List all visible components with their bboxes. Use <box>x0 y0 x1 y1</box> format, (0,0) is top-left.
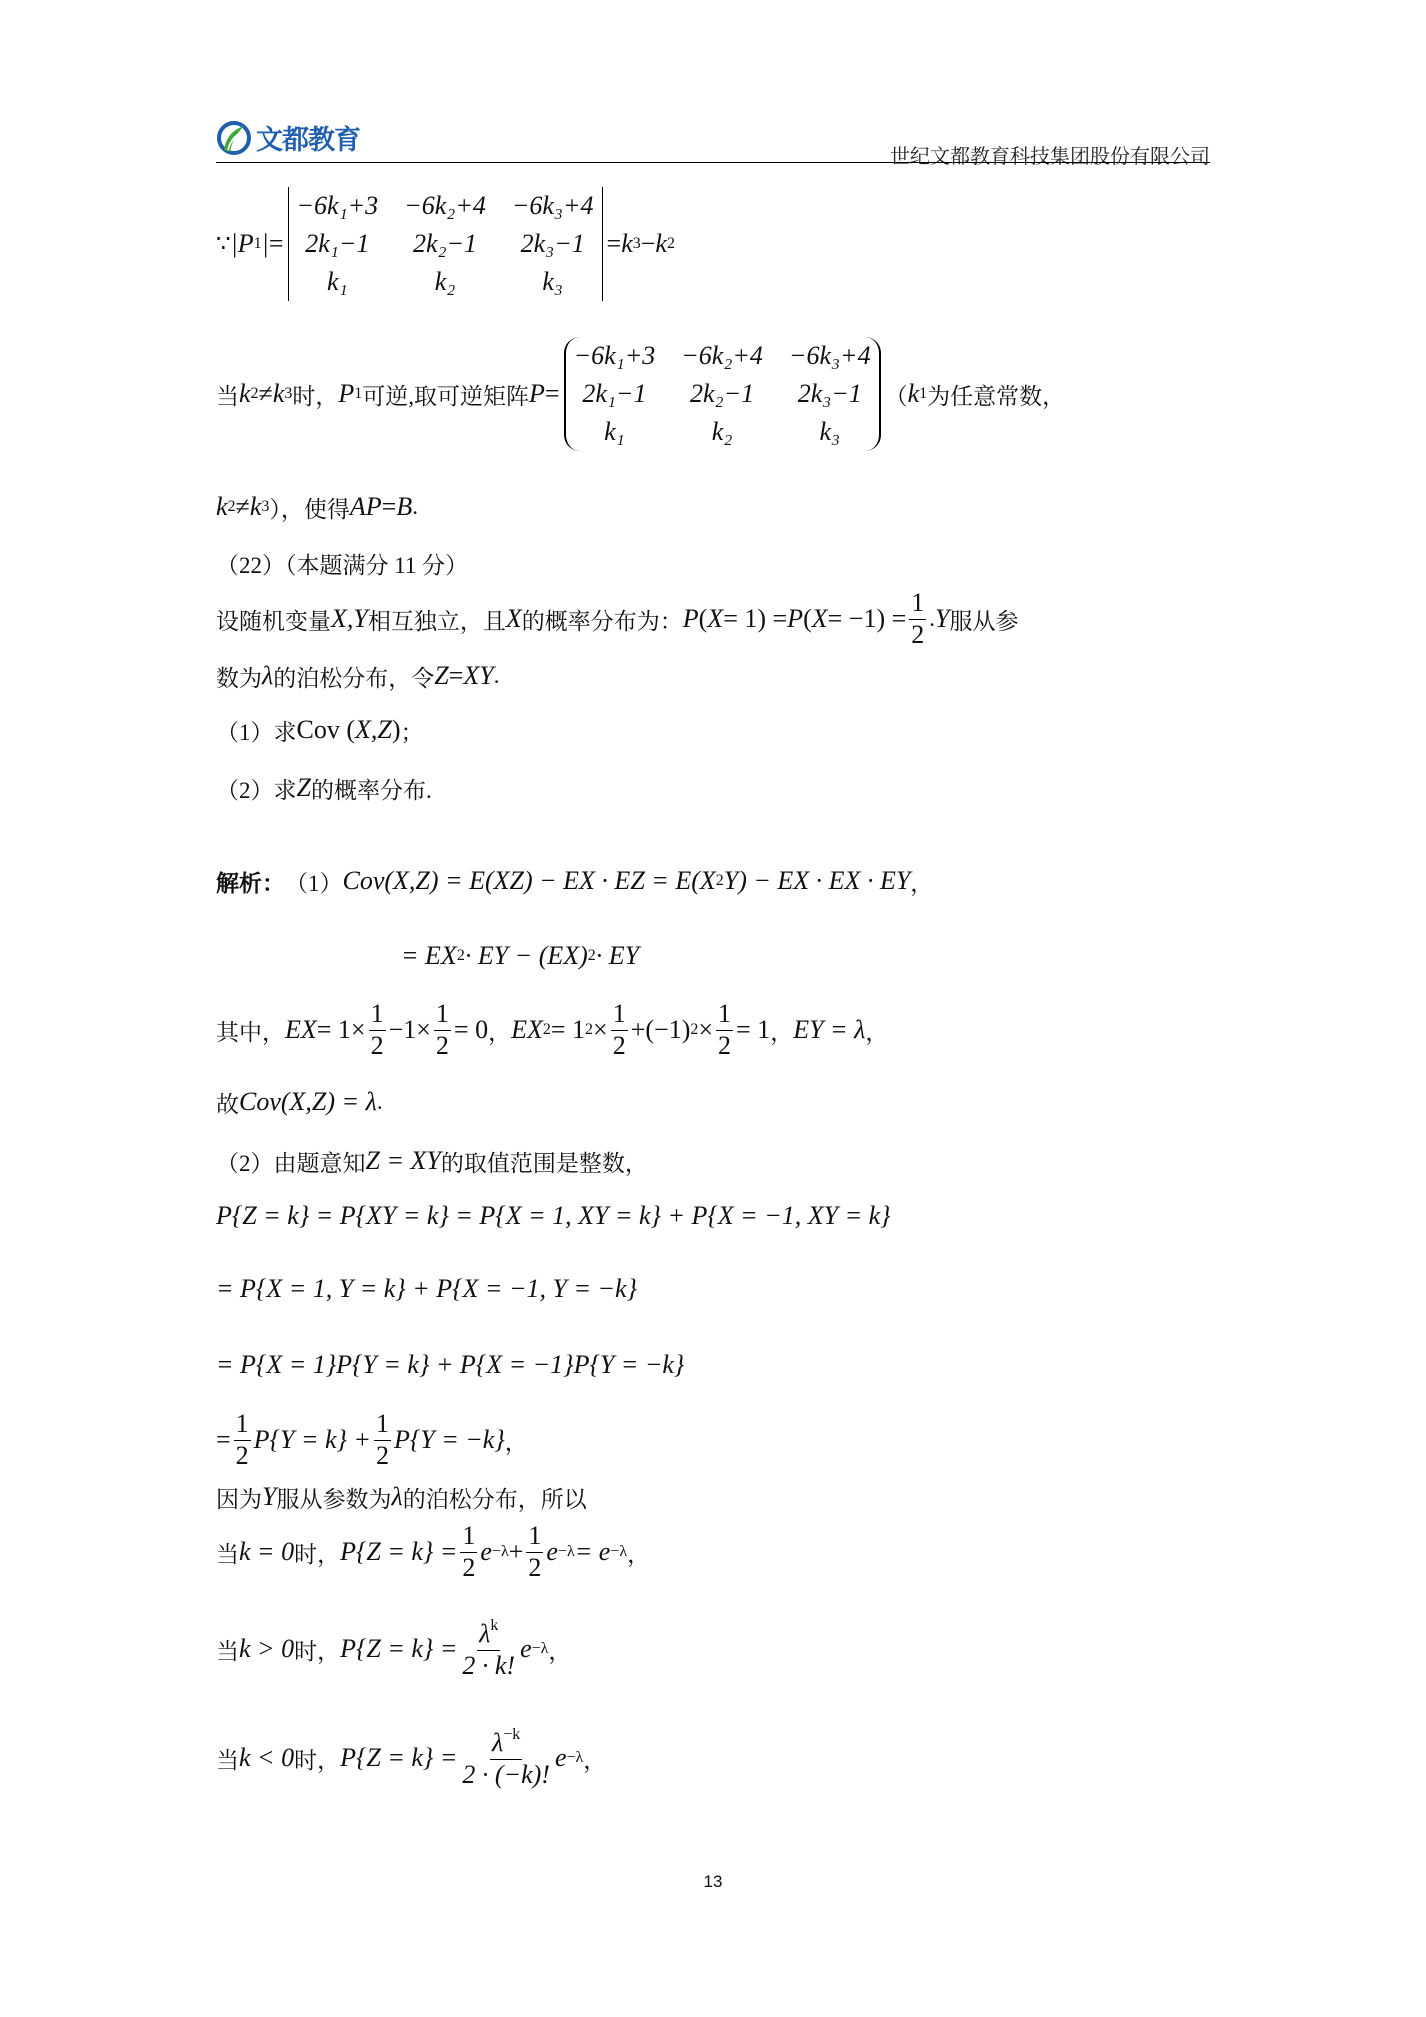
matrix-cell: −6k₂+4 <box>404 191 486 220</box>
math-upright: 2 <box>612 1030 626 1060</box>
fraction <box>611 999 628 1061</box>
fraction-denominator <box>909 620 926 651</box>
superscript: −λ <box>557 1543 575 1561</box>
math-italic: | <box>261 229 269 258</box>
fraction <box>234 1409 251 1471</box>
math-upright: 2 <box>370 1030 384 1060</box>
text-run: 为任意常数， <box>927 383 1066 409</box>
document-line <box>216 772 432 805</box>
math-upright: 1 <box>375 1409 389 1438</box>
matrix-cell: k₁ <box>604 417 625 446</box>
text-run: 服从参数为 <box>276 1486 392 1512</box>
math-upright: = <box>606 229 622 258</box>
math-italic: k <box>239 379 251 408</box>
matrix-cell: 2k₃−1 <box>520 229 585 258</box>
math-upright: = <box>448 661 464 690</box>
fraction <box>460 1726 552 1790</box>
superscript: 2 <box>587 947 596 964</box>
fraction <box>526 1521 543 1583</box>
text-run: 时， <box>294 1638 341 1664</box>
text-run: ， <box>548 1638 572 1664</box>
document-line <box>216 1481 587 1514</box>
superscript: 2 <box>542 1021 551 1039</box>
text-run: 设随机变量 <box>216 608 331 634</box>
text-run: ， <box>627 1541 651 1567</box>
header-divider <box>216 162 1210 163</box>
math-upright: ≠ <box>258 379 273 408</box>
math-italic: X <box>811 604 828 634</box>
text-run: ），使得 <box>269 496 350 522</box>
document-line <box>216 1145 648 1178</box>
fraction-numerator <box>234 1409 251 1441</box>
math-upright: = 1 <box>736 1015 771 1045</box>
fraction-numerator <box>490 1726 522 1760</box>
math-italic: λ <box>492 1728 504 1757</box>
math-italic: = P{X = 1}P{Y = k} + P{X = −1}P{Y = −k} <box>216 1350 685 1379</box>
document-line <box>216 337 1065 451</box>
superscript: 2 <box>456 947 465 964</box>
text-run: （2）求 <box>216 777 297 803</box>
subscript: 2 <box>666 235 675 252</box>
math-italic: EX <box>285 1015 317 1045</box>
math-upright: 1 <box>370 999 384 1028</box>
matrix-cell: 2k₂−1 <box>690 379 755 408</box>
math-italic: Y <box>262 1482 277 1511</box>
document-line <box>216 1086 383 1119</box>
math-upright: 2 <box>235 1440 249 1470</box>
math-italic: P{Y = k} + <box>253 1425 371 1455</box>
math-italic: B <box>396 492 413 521</box>
math-upright: = 1× <box>316 1015 366 1045</box>
math-italic: Y <box>935 604 950 634</box>
text-run: 其中， <box>216 1019 285 1045</box>
text-run: 的概率分布. <box>310 777 432 803</box>
text-run: （1）求 <box>216 719 297 745</box>
math-italic: X <box>707 604 724 634</box>
math-upright: 1 <box>435 999 449 1028</box>
math-upright: +(−1) <box>630 1015 691 1045</box>
math-italic: Z = XY <box>365 1146 441 1175</box>
matrix-cell: k₁ <box>327 267 348 296</box>
fraction-numerator <box>374 1409 391 1441</box>
math-upright: ) <box>391 715 401 744</box>
math-italic: = P{X = 1, Y = k} + P{X = −1, Y = −k} <box>216 1274 637 1303</box>
math-upright: 1 <box>528 1521 542 1550</box>
page-number: 13 <box>703 1872 723 1891</box>
math-upright: 1 <box>911 588 925 617</box>
math-italic: k <box>249 492 262 521</box>
document-line <box>216 547 468 580</box>
matrix-cell: −6k₁+3 <box>296 191 379 220</box>
fraction-denominator <box>611 1031 628 1062</box>
math-italic: λ <box>479 1619 491 1648</box>
subscript: 2 <box>227 498 236 515</box>
superscript: 2 <box>715 872 724 889</box>
math-italic: k > 0 <box>239 1634 295 1664</box>
logo-leaf-icon <box>216 120 252 156</box>
text-run: 当 <box>216 1747 239 1773</box>
text-run: . <box>376 1089 383 1114</box>
matrix-cell: −6k₁+3 <box>573 341 656 370</box>
text-run: （22）（本题满分 11 分） <box>216 552 469 578</box>
matrix <box>564 337 881 451</box>
math-italic: X <box>505 604 522 634</box>
fraction-denominator <box>374 1441 391 1472</box>
fraction <box>374 1409 391 1471</box>
math-upright: + <box>508 1537 524 1567</box>
text-run: 当 <box>216 1638 239 1664</box>
math-upright: 1 <box>718 999 732 1028</box>
math-italic: λ <box>262 661 274 690</box>
math-italic: 2 · (−k)! <box>462 1759 550 1789</box>
math-upright: = <box>381 492 397 521</box>
fraction-numerator <box>716 999 733 1031</box>
fraction <box>716 999 733 1061</box>
matrix-cell: −6k₂+4 <box>681 341 763 370</box>
text-run: 时， <box>294 1541 341 1567</box>
math-upright: 2 <box>718 1030 732 1060</box>
math-italic: k <box>907 379 920 408</box>
subscript: 1 <box>253 235 262 252</box>
math-italic: X,Z <box>355 715 392 744</box>
fraction <box>369 999 386 1061</box>
math-italic: P <box>682 604 699 634</box>
document-line <box>216 1409 528 1471</box>
fraction <box>909 588 926 650</box>
fraction-numerator <box>526 1521 543 1553</box>
math-italic: EX <box>511 1015 543 1045</box>
math-italic: e <box>480 1537 492 1567</box>
text-run: 可逆,取可逆矩阵 <box>362 383 530 409</box>
fraction-numerator <box>477 1617 500 1651</box>
subscript: 1 <box>919 385 928 402</box>
document-line <box>216 1201 891 1231</box>
math-upright: = 1) = <box>723 604 788 634</box>
math-upright: 2 <box>435 1030 449 1060</box>
fraction-denominator <box>460 1553 477 1584</box>
matrix <box>288 187 603 301</box>
fraction-numerator <box>369 999 386 1031</box>
matrix-cell: 2k₂−1 <box>412 229 478 258</box>
text-run: . <box>493 663 500 688</box>
matrix-cell: 2k₃−1 <box>797 379 862 408</box>
fraction-denominator <box>460 1760 552 1791</box>
superscript: −λ <box>610 1543 628 1561</box>
math-italic: · EY − (EX) <box>464 941 588 970</box>
math-italic: Cov(X,Z) = λ <box>239 1087 377 1116</box>
math-italic: k = 0 <box>239 1537 295 1567</box>
text-run: ， <box>865 1019 889 1045</box>
document-line <box>216 1726 606 1790</box>
logo-text: 文都教育 <box>256 125 360 156</box>
text-run: ， <box>910 870 934 896</box>
math-italic: = e <box>574 1537 611 1567</box>
superscript: −λ <box>566 1749 584 1767</box>
subscript: 1 <box>354 385 363 402</box>
math-upright: = <box>544 379 560 408</box>
matrix-cell: k₃ <box>819 417 841 446</box>
math-upright: 2 <box>462 1552 476 1582</box>
text-run: 时， <box>292 383 339 409</box>
text-run: . <box>929 606 936 632</box>
superscript: −k <box>503 1726 521 1743</box>
document-line <box>401 941 639 971</box>
text-run: 的概率分布为： <box>521 608 683 634</box>
math-italic: e <box>554 1743 567 1773</box>
text-run: （1） <box>285 870 343 896</box>
math-italic: P{Z = k} = <box>340 1537 458 1567</box>
text-run: （2）由题意知 <box>216 1150 366 1176</box>
company-name: 世纪文都教育科技集团股份有限公司 <box>890 146 1210 168</box>
fraction-numerator <box>460 1521 477 1553</box>
superscript: −λ <box>491 1543 509 1561</box>
document-line <box>216 865 933 898</box>
subscript: 3 <box>284 385 293 402</box>
document-line <box>216 1521 650 1583</box>
matrix-cell: 2k₁−1 <box>305 229 370 258</box>
math-upright: = 0 <box>453 1015 489 1045</box>
fraction <box>460 1617 517 1681</box>
document-line <box>216 588 1019 650</box>
text-run: 当 <box>216 383 239 409</box>
math-italic: Z <box>296 773 311 802</box>
document-line <box>216 491 418 524</box>
math-upright: 1 <box>462 1521 476 1550</box>
math-italic: P{Z = k} = P{XY = k} = P{X = 1, XY = k} + P{X = −1, XY = k} <box>216 1201 891 1230</box>
answer-label: 解析： <box>216 870 285 896</box>
math-upright: Cov ( <box>296 715 355 744</box>
math-upright: − <box>640 229 656 258</box>
fraction-denominator <box>369 1031 386 1062</box>
subscript: 2 <box>250 385 259 402</box>
subscript: 3 <box>632 235 641 252</box>
math-upright: −1× <box>388 1015 431 1045</box>
document-line <box>216 1274 637 1304</box>
superscript: k <box>490 1617 499 1634</box>
math-upright: 1 <box>612 999 626 1028</box>
math-italic: P{Z = k} = <box>340 1634 458 1664</box>
math-italic: = EX <box>401 941 457 970</box>
math-italic: P{Z = k} = <box>340 1743 458 1773</box>
text-run: 的泊松分布，所以 <box>402 1486 587 1512</box>
text-run: 相互独立，且 <box>367 608 506 634</box>
fraction-denominator <box>234 1441 251 1472</box>
math-italic: k <box>272 379 285 408</box>
matrix-cell: k₂ <box>711 417 733 446</box>
fraction-denominator <box>716 1031 733 1062</box>
logo <box>216 118 360 157</box>
math-italic: Z <box>434 661 449 690</box>
math-italic: |P <box>230 229 254 258</box>
math-italic: Cov(X,Z) = E(XZ) − EX · EZ = E(X <box>342 866 716 895</box>
document-line <box>216 660 500 693</box>
fraction <box>434 999 451 1061</box>
text-run: 故 <box>216 1091 239 1117</box>
math-upright: = −1) = <box>827 604 907 634</box>
text-run: ， <box>504 1429 528 1455</box>
math-italic: Y) − EX · EX · EY <box>723 866 911 895</box>
matrix-cell: 2k₁−1 <box>582 379 647 408</box>
text-run: 的取值范围是整数， <box>440 1150 648 1176</box>
fraction-numerator <box>909 588 926 620</box>
math-upright: ≠ <box>235 492 250 521</box>
superscript: 2 <box>690 1021 699 1039</box>
math-upright: × <box>593 1015 608 1045</box>
math-italic: e <box>546 1537 558 1567</box>
math-italic: P <box>529 379 545 408</box>
text-run: 时， <box>294 1747 341 1773</box>
math-upright: × <box>698 1015 714 1045</box>
math-italic: λ <box>391 1482 403 1511</box>
math-italic: k <box>216 492 228 521</box>
math-upright: = 1 <box>550 1015 586 1045</box>
math-italic: k <box>655 229 667 258</box>
math-italic: AP <box>349 492 382 521</box>
document-line <box>216 1350 684 1380</box>
math-upright: ( <box>803 604 812 634</box>
text-run: ∵ <box>216 231 231 256</box>
fraction-denominator <box>460 1651 517 1682</box>
fraction-numerator <box>611 999 628 1031</box>
math-italic: EY = λ <box>793 1015 866 1045</box>
text-run: 数为 <box>216 665 262 691</box>
math-upright: = <box>216 1425 231 1455</box>
text-run: 因为 <box>216 1486 262 1512</box>
matrix-cell: k₃ <box>542 267 563 296</box>
text-run: 当 <box>216 1541 239 1567</box>
superscript: −λ <box>531 1640 549 1658</box>
text-run: ， <box>583 1747 607 1773</box>
math-italic: k < 0 <box>239 1743 295 1773</box>
matrix-cell: k₂ <box>434 267 456 296</box>
text-run: 服从参 <box>949 608 1019 634</box>
document-line <box>216 187 675 301</box>
fraction-denominator <box>434 1031 451 1062</box>
math-italic: P{Y = −k} <box>393 1425 505 1455</box>
math-italic: P <box>787 604 804 634</box>
math-italic: X,Y <box>331 604 368 634</box>
fraction-denominator <box>526 1553 543 1584</box>
math-italic: k <box>621 229 633 258</box>
math-upright: 1 <box>235 1409 249 1438</box>
math-italic: · EY <box>595 941 640 970</box>
text-run: ， <box>770 1019 794 1045</box>
subscript: 3 <box>261 498 270 515</box>
document-line <box>216 714 424 747</box>
text-run: 的泊松分布，令 <box>273 665 435 691</box>
document-line <box>216 1617 571 1681</box>
text-run: ， <box>488 1019 512 1045</box>
math-italic: P <box>338 379 355 408</box>
math-upright: 2 <box>528 1552 542 1582</box>
math-upright: 2 <box>911 619 925 649</box>
math-upright: = <box>268 229 284 258</box>
fraction-numerator <box>434 999 451 1031</box>
document-line <box>216 999 888 1061</box>
text-run: . <box>412 494 418 519</box>
matrix-cell: −6k₃+4 <box>788 341 871 370</box>
matrix-cell: −6k₃+4 <box>511 191 594 220</box>
math-upright: ( <box>698 604 708 634</box>
text-run: ； <box>400 719 424 745</box>
math-italic: e <box>520 1634 532 1664</box>
math-upright: 2 <box>375 1440 389 1470</box>
superscript: 2 <box>585 1021 594 1039</box>
text-run: （ <box>884 383 908 409</box>
fraction <box>460 1521 477 1583</box>
math-italic: 2 · k! <box>462 1650 516 1680</box>
math-italic: XY <box>463 661 494 690</box>
